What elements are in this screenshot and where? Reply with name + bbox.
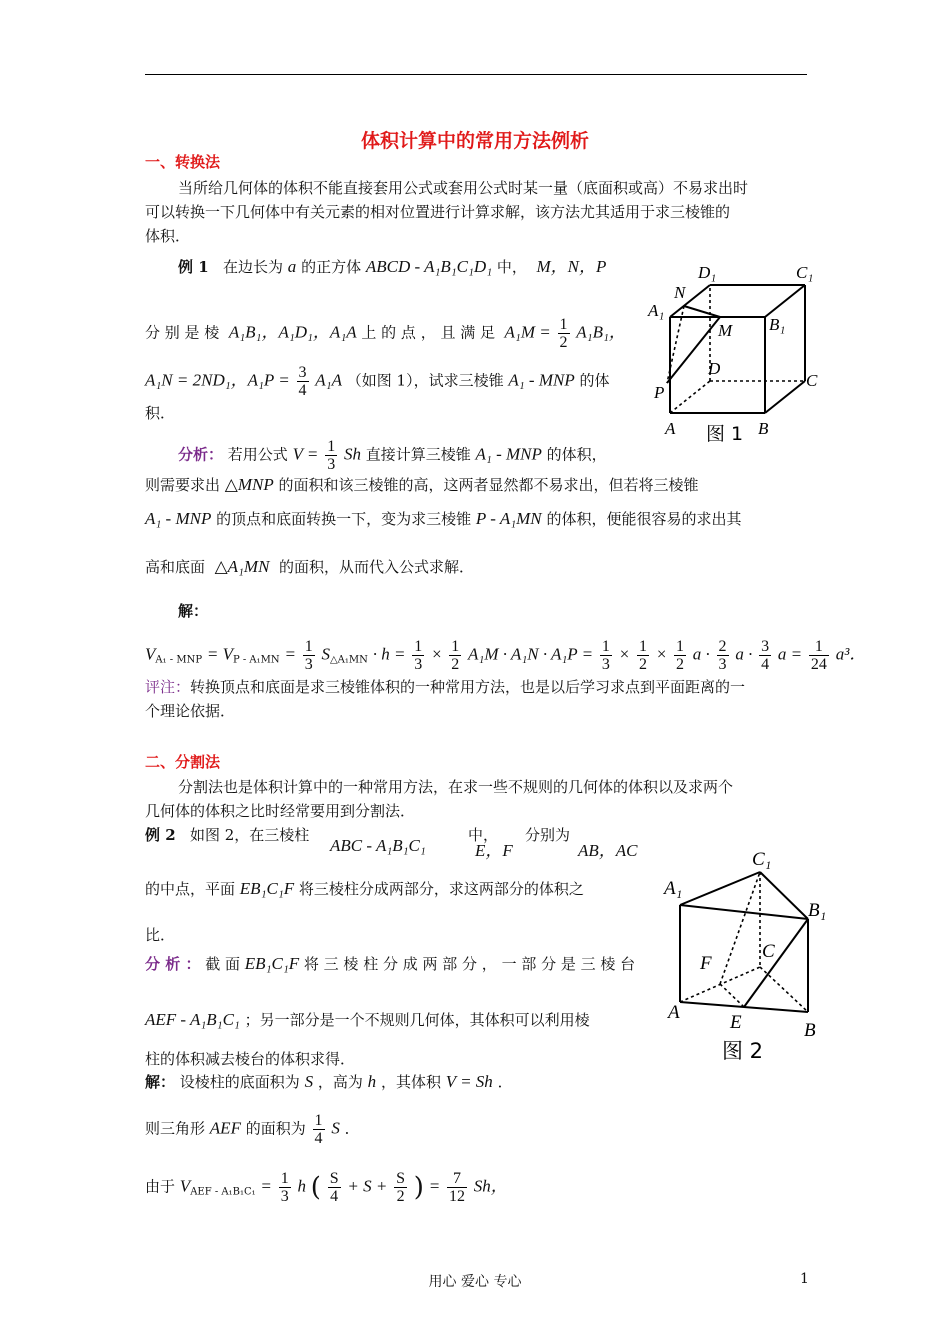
label-b: B: [804, 1020, 816, 1041]
analysis2-line1: 分 析 ： 截 面 EB₁C₁F 将 三 棱 柱 分 成 两 部 分 ， 一 部 分 是 三 棱 台: [145, 954, 636, 973]
segment-eb1: [744, 919, 808, 1007]
sec1-intro-line3: 体积．: [145, 227, 191, 245]
label-p: P: [654, 383, 665, 402]
analysis2-label: 分 析 ：: [145, 955, 201, 973]
analysis1-line4: 高和底面 △A₁MN 的面积，从而代入公式求解．: [145, 557, 474, 576]
example2-line1: 例 2 如图 2，在三棱柱: [145, 826, 310, 844]
page-number: 1: [800, 1271, 809, 1287]
label-b: B: [758, 419, 769, 438]
example1-line2: 分 别 是 棱 A₁B₁，A₁D₁，A₁A 上 的 点 ， 且 满 足 A₁M = $\frac{1}{2}$ A₁B₁，: [145, 316, 626, 351]
label-d1: D₁: [698, 263, 717, 282]
cube-edge-b1c1: [765, 285, 805, 317]
sec2-intro-line2: 几何体的体积之比时经常要用到分割法．: [145, 802, 416, 820]
figure2-caption: 图 2: [722, 1039, 764, 1063]
example2-line3: 比．: [145, 926, 176, 944]
section1-heading: 一、转换法: [145, 153, 221, 171]
header-rule: [145, 74, 807, 75]
cube-edge-bc: [765, 381, 805, 413]
example2-label: 例 2: [145, 826, 176, 844]
solution1-label: 解：: [178, 602, 209, 620]
sec1-intro-line1: 当所给几何体的体积不能直接套用公式或套用公式时某一量（底面积或高）不易求出时: [178, 179, 749, 197]
example1-line3: A₁N = 2ND₁，A₁P = $\frac{3}{4}$ A₁A （如图 1），试求三棱锥 A₁ - MNP 的体: [145, 364, 610, 399]
label-n: N: [674, 283, 686, 302]
page-title: 体积计算中的常用方法例析: [360, 130, 589, 152]
label-a: A: [665, 419, 676, 438]
label-c: C: [806, 371, 818, 390]
analysis1-label: 分析：: [178, 445, 224, 464]
figure1-caption: 图 1: [706, 423, 744, 445]
label-c1: C₁: [796, 263, 814, 282]
label-e: E: [730, 1012, 742, 1033]
label-c: C: [762, 941, 775, 962]
page-footer: 用心 爱心 专心: [428, 1274, 522, 1290]
fraction-half: $\frac{1}{2}$: [559, 316, 568, 351]
example2-prism: ABC - A₁B₁C₁: [330, 836, 426, 855]
prism-edge-c1b1: [760, 872, 808, 919]
solution1-equation: $V_{A_1 - MNP} = V_{P - A_1MN}$ = $\frac{1}{3}$ $S_{\triangle A_1MN} \cdot h$ = $\frac{1}{3}$ × $\frac{1}{2}$ A₁M · A₁N · A₁P = $\frac{1}{3}$ × $\frac{1}{2}$ × $\frac{1}{2}$ a · $\frac{2}{3}$ a · $\frac{3}{4}$ a = $\frac{1}{24}$ a³．: [145, 638, 867, 673]
prism-edge-a1b1: [680, 905, 808, 919]
segment-nm: [684, 306, 720, 317]
segment-fc1: [720, 872, 760, 984]
label-c1: C₁: [752, 849, 772, 870]
label-m: M: [718, 321, 733, 340]
label-a1: A₁: [648, 301, 665, 320]
comment1-line1: 评注：转换顶点和底面是求三棱锥体积的一种常用方法，也是以后学习求点到平面距离的一: [145, 678, 746, 696]
figure1-cube: [640, 258, 830, 448]
cube-edge-ad: [670, 381, 710, 413]
fraction-three-quarters: $\frac{3}{4}$: [298, 364, 307, 399]
comment1-label: 评注：: [145, 678, 191, 696]
example1-line4: 积．: [145, 404, 176, 422]
analysis1-line2: 则需要求出 △MNP 的面积和该三棱锥的高，这两者显然都不易求出，但若将三棱锥: [145, 475, 699, 494]
analysis1-line1: 分析： 若用公式 V = $\frac{1}{3}$ Sh 直接计算三棱锥 A₁ - MNP 的体积，: [178, 438, 607, 473]
sec2-intro-line1: 分割法也是体积计算中的一种常用方法，在求一些不规则的几何体的体积以及求两个: [178, 778, 734, 796]
label-b1: B₁: [769, 315, 786, 334]
label-a1: A₁: [664, 878, 683, 899]
label-d: D: [708, 359, 721, 378]
solution2-formula: 由于 $V_{AEF - A_1B_1C_1}$ = $\frac{1}{3}$ h ( $\frac{S}{4}$ + S + $\frac{S}{2}$ ) = $\frac{7}{12}$ Sh，: [145, 1170, 508, 1205]
segment-fe: [720, 984, 744, 1007]
sec1-intro-line2: 可以转换一下几何体中有关元素的相对位置进行计算求解，该方法尤其适用于求三棱锥的: [145, 203, 731, 221]
analysis1-line3: A₁ - MNP 的顶点和底面转换一下，变为求三棱锥 P - A₁MN 的体积，便能很容易的求出其: [145, 509, 742, 528]
example1-line1: 例 1 在边长为 a 的正方体 ABCD - A₁B₁C₁D₁ 中， M，N，P: [178, 257, 607, 276]
label-b1: B₁: [808, 900, 827, 921]
prism-edge-a1c1: [680, 872, 760, 905]
example2-line2: 的中点，平面 EB₁C₁F 将三棱柱分成两部分，求这两部分的体积之: [145, 879, 584, 898]
solution2-line1: 解： 设棱柱的底面积为 S ，高为 h ，其体积 V = Sh ．: [145, 1072, 513, 1091]
label-a: A: [668, 1002, 680, 1023]
label-f: F: [700, 953, 712, 974]
solution2-line2: 则三角形 AEF 的面积为 $\frac{1}{4}$ S ．: [145, 1112, 360, 1147]
figure2-prism: [660, 842, 840, 1067]
analysis2-line3: 柱的体积减去棱台的体积求得．: [145, 1050, 356, 1068]
analysis2-line2: AEF - A₁B₁C₁ ；另一部分是一个不规则几何体，其体积可以利用棱: [145, 1010, 590, 1029]
comment1-line2: 个理论依据．: [145, 702, 236, 720]
section2-heading: 二、分割法: [145, 753, 221, 771]
example1-label: 例 1: [178, 258, 209, 276]
